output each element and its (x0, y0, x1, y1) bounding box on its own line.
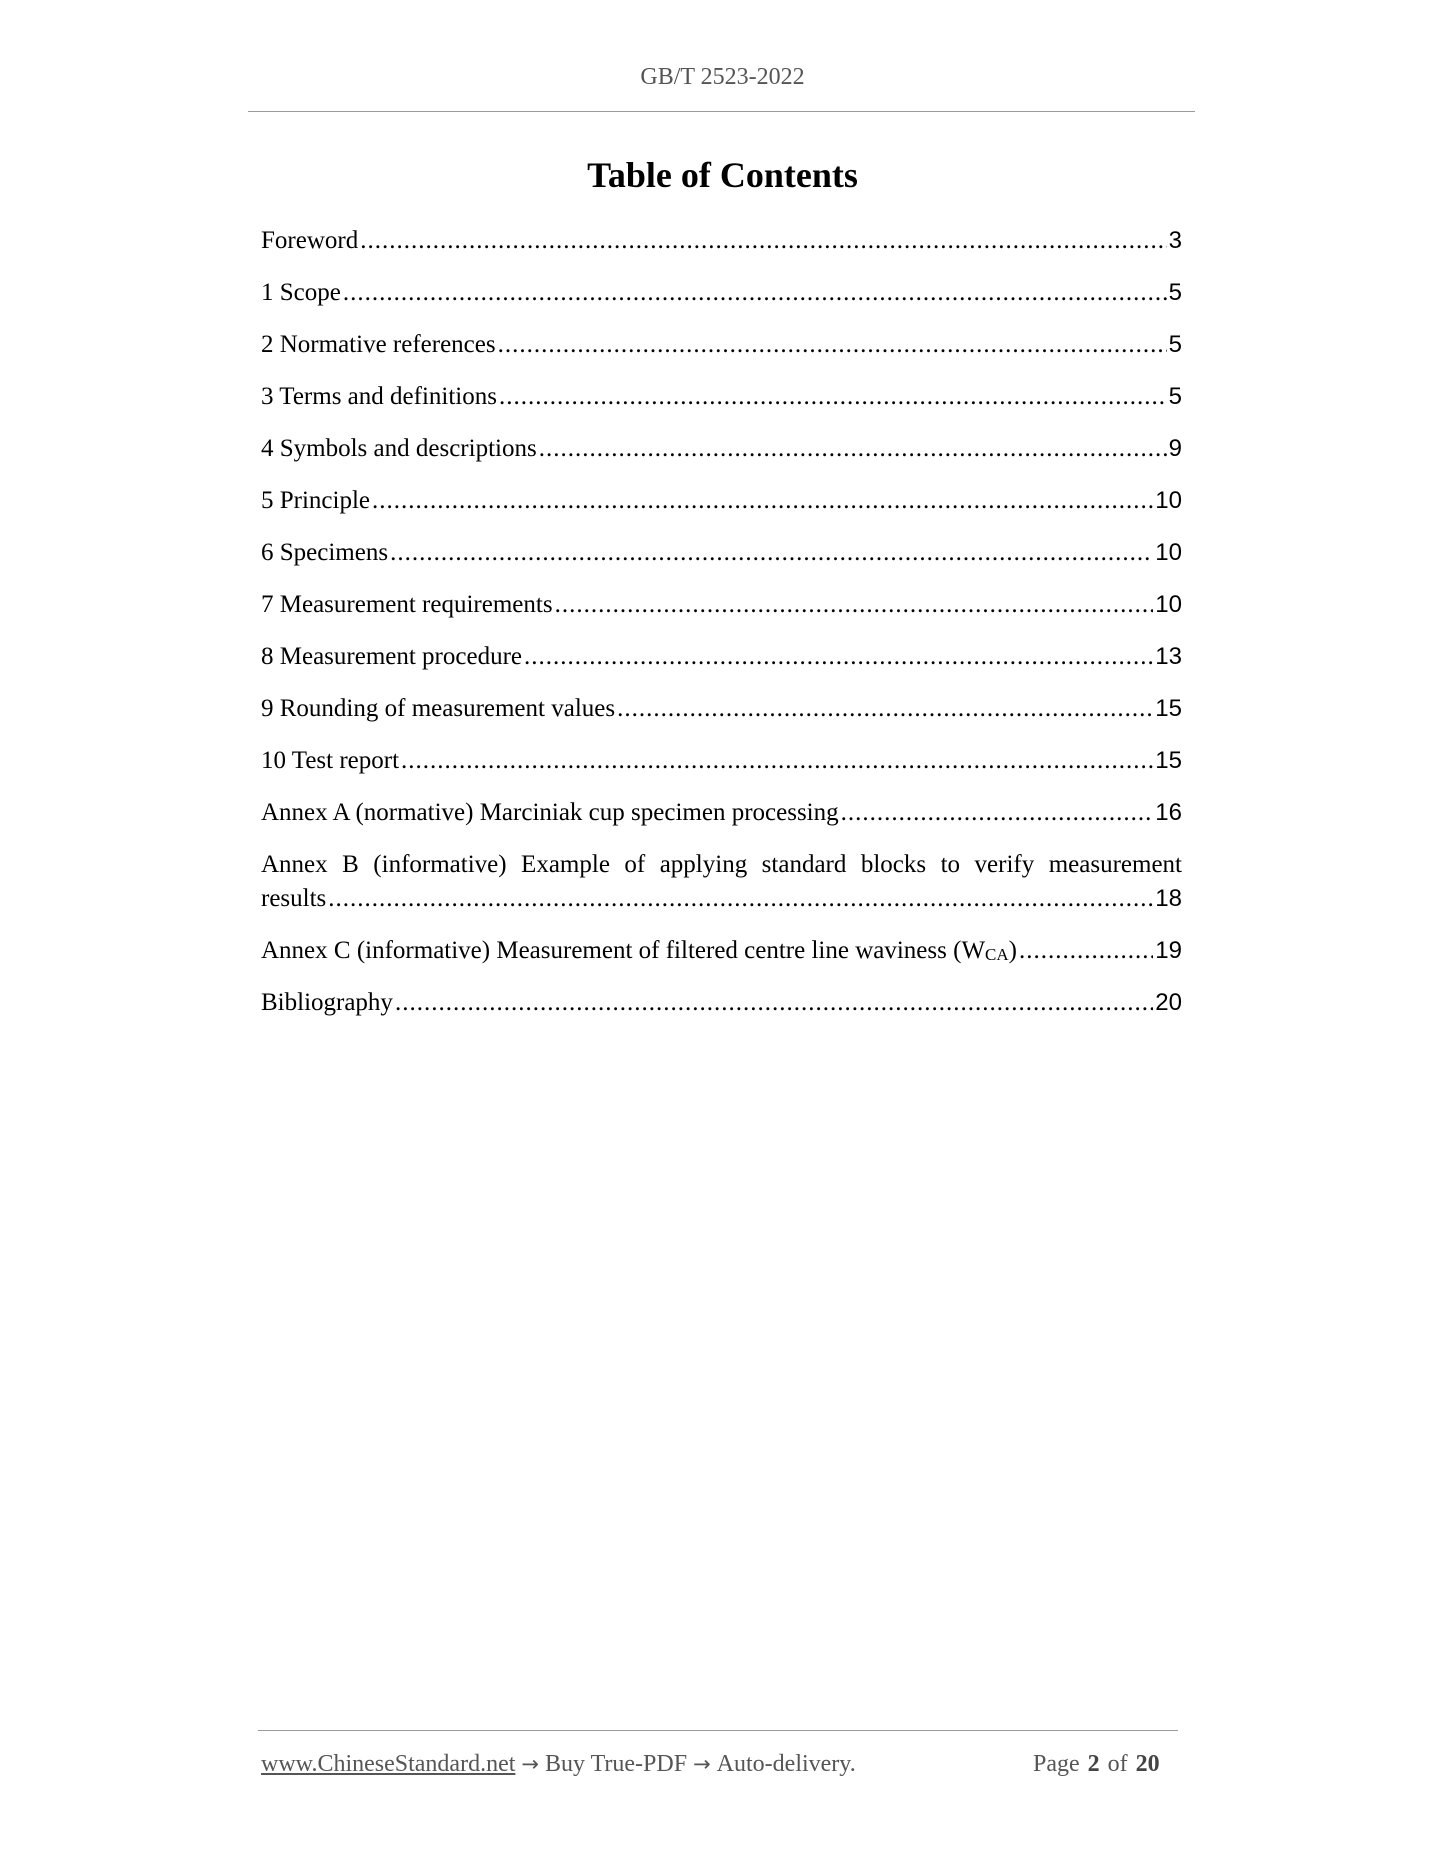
toc-page-number: 10 (1155, 539, 1182, 566)
toc-page-number: 16 (1155, 799, 1182, 826)
toc-entry-label: 1 Scope (261, 279, 341, 306)
toc-entry-continuation (261, 882, 1182, 916)
dot-leader (841, 796, 1154, 830)
dot-leader (343, 276, 1167, 310)
toc-entry-label: Foreword (261, 227, 359, 254)
toc-entry-bibliography[interactable] (261, 986, 1182, 1020)
toc-page-number: 3 (1168, 227, 1182, 254)
toc-entry-label-suffix: ) (1008, 937, 1017, 964)
subscript-ca: CA (985, 945, 1009, 964)
dot-leader (401, 744, 1153, 778)
toc-entry-symbols-and-descriptions[interactable] (261, 432, 1182, 466)
toc-entry-label (261, 934, 1017, 972)
toc-entry-specimens[interactable] (261, 536, 1182, 570)
toc-entry-foreword[interactable] (261, 224, 1182, 258)
toc-page-number: 13 (1155, 643, 1182, 670)
dot-leader (1019, 934, 1153, 968)
toc-entry-normative-references[interactable] (261, 328, 1182, 362)
toc-entry-label: Annex B (informative) Example of applying standard blocks to verify measurement (261, 851, 1182, 878)
toc-page-number: 18 (1155, 885, 1182, 912)
page-indicator (1033, 1751, 1160, 1778)
toc-entry-label: 6 Specimens (261, 539, 389, 566)
toc-entry-scope[interactable] (261, 276, 1182, 310)
dot-leader (498, 328, 1167, 362)
toc-entry-annex-a[interactable] (261, 796, 1182, 830)
toc-entry-label: 7 Measurement requirements (261, 591, 553, 618)
toc-page-number: 19 (1155, 937, 1182, 964)
toc-entry-rounding[interactable] (261, 692, 1182, 726)
toc-page-number: 20 (1155, 989, 1182, 1016)
toc-entry-label-prefix: Annex C (informative) Measurement of filtered centre line waviness (W (261, 937, 986, 964)
total-page-number: 20 (1135, 1751, 1160, 1777)
right-arrow-icon: → (693, 1752, 711, 1776)
dot-leader (499, 380, 1167, 414)
toc-entry-annex-c[interactable] (261, 934, 1182, 968)
dot-leader (555, 588, 1154, 622)
toc-entry-label: 8 Measurement procedure (261, 643, 522, 670)
dot-leader (617, 692, 1153, 726)
toc-entry-label: Annex A (normative) Marciniak cup specimen processing (261, 799, 839, 826)
toc-entry-principle[interactable] (261, 484, 1182, 518)
dot-leader (395, 986, 1153, 1020)
toc-page-number: 15 (1155, 695, 1182, 722)
toc-entry-annex-b[interactable] (261, 848, 1182, 916)
toc-entry-measurement-requirements[interactable] (261, 588, 1182, 622)
toc-entry-terms-and-definitions[interactable] (261, 380, 1182, 414)
buy-true-pdf-text: Buy True-PDF (545, 1751, 688, 1777)
toc-entry-label: 4 Symbols and descriptions (261, 435, 537, 462)
dot-leader (539, 432, 1167, 466)
header-divider (248, 111, 1195, 112)
footer-divider (258, 1730, 1178, 1731)
toc-entry-label-continued: results (261, 885, 327, 912)
toc-entry-label: 9 Rounding of measurement values (261, 695, 616, 722)
dot-leader (360, 224, 1166, 258)
toc-page-number: 10 (1155, 591, 1182, 618)
toc-entry-label: 2 Normative references (261, 331, 496, 358)
toc-entry-measurement-procedure[interactable] (261, 640, 1182, 674)
toc-page-number: 5 (1168, 279, 1182, 306)
dot-leader (328, 882, 1153, 916)
dot-leader (372, 484, 1153, 518)
toc-page-number: 15 (1155, 747, 1182, 774)
toc-entry-label: Bibliography (261, 989, 393, 1016)
toc-entry-label: 10 Test report (261, 747, 400, 774)
current-page-number: 2 (1087, 1751, 1100, 1777)
toc-page-number: 10 (1155, 487, 1182, 514)
toc-page-number: 5 (1168, 331, 1182, 358)
document-header: GB/T 2523-2022 (640, 64, 805, 90)
toc-page-number: 9 (1168, 435, 1182, 462)
toc-entry-test-report[interactable] (261, 744, 1182, 778)
dot-leader (524, 640, 1153, 674)
toc-entry-label: 5 Principle (261, 487, 371, 514)
toc-page-number: 5 (1168, 383, 1182, 410)
of-word: of (1107, 1751, 1128, 1777)
dot-leader (390, 536, 1153, 570)
right-arrow-icon: → (521, 1752, 539, 1776)
page-word: Page (1033, 1751, 1080, 1777)
table-of-contents (261, 224, 1182, 1038)
website-link[interactable]: www.ChineseStandard.net (261, 1751, 516, 1777)
page-title: Table of Contents (587, 155, 858, 195)
auto-delivery-text: Auto-delivery. (716, 1751, 856, 1777)
footer-promo (261, 1751, 856, 1778)
toc-entry-label: 3 Terms and definitions (261, 383, 497, 410)
